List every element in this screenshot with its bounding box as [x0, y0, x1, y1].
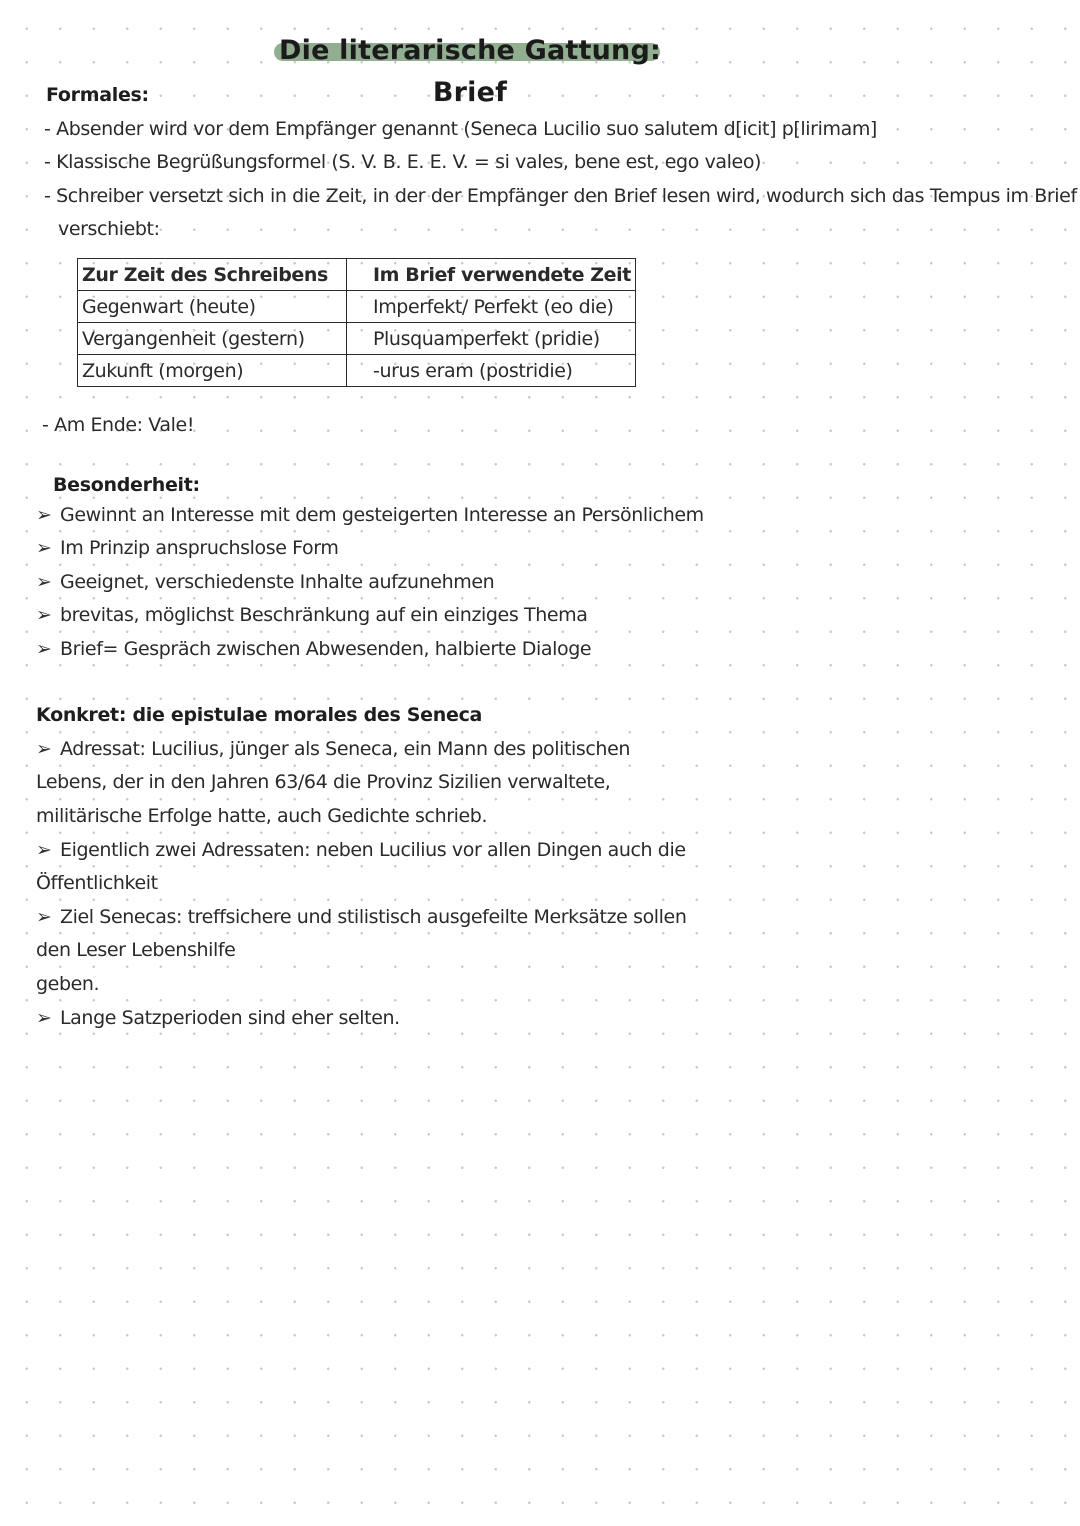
konkret-line: ➢ Ziel Senecas: treffsichere und stilistisch ausgefeilte Merksätze sollen: [36, 906, 687, 928]
table-header: Im Brief verwendete Zeit: [347, 259, 636, 291]
konkret-line: ➢ Eigentlich zwei Adressaten: neben Lucilius vor allen Dingen auch die: [36, 839, 686, 861]
table-header-row: [78, 259, 636, 291]
formales-heading: Formales:: [46, 84, 149, 106]
arrow-bullet-icon: ➢: [36, 537, 52, 559]
list-item-text: Gewinnt an Interesse mit dem gesteigerten Interesse an Persönlichem: [60, 504, 704, 526]
list-item-text: Geeignet, verschiedenste Inhalte aufzunehmen: [60, 571, 495, 593]
table-header: Zur Zeit des Schreibens: [78, 259, 347, 291]
list-item: [36, 502, 704, 528]
list-item: [36, 602, 587, 628]
arrow-bullet-icon: ➢: [36, 504, 52, 526]
arrow-bullet-icon: ➢: [36, 738, 52, 760]
besonderheit-heading: Besonderheit:: [53, 474, 200, 496]
formales-line: - Klassische Begrüßungsformel (S. V. B. E. E. V. = si vales, bene est, ego valeo): [44, 151, 762, 173]
konkret-line: geben.: [36, 973, 100, 995]
konkret-line: ➢ Lange Satzperioden sind eher selten.: [36, 1007, 400, 1029]
page-title: [270, 30, 670, 108]
title-text: Die literarische Gattung: Brief: [279, 35, 661, 108]
table-cell: -urus eram (postridie): [347, 355, 636, 387]
tense-table: [77, 258, 636, 387]
konkret-heading: Konkret: die epistulae morales des Seneca: [36, 704, 483, 726]
konkret-line: ➢ Adressat: Lucilius, jünger als Seneca, ein Mann des politischen: [36, 738, 630, 760]
arrow-bullet-icon: ➢: [36, 604, 52, 626]
arrow-bullet-icon: ➢: [36, 638, 52, 660]
formales-line: - Absender wird vor dem Empfänger genannt (Seneca Lucilio suo salutem d[icit] p[lirimam]: [44, 118, 877, 140]
formales-line: verschiebt:: [58, 218, 160, 240]
arrow-bullet-icon: ➢: [36, 571, 52, 593]
list-item-text: Im Prinzip anspruchslose Form: [60, 537, 339, 559]
list-item-text: Brief= Gespräch zwischen Abwesenden, halbierte Dialoge: [60, 638, 592, 660]
table-cell: Plusquamperfekt (pridie): [347, 323, 636, 355]
list-item: [36, 535, 338, 561]
konkret-line: den Leser Lebenshilfe: [36, 939, 236, 961]
list-item: [36, 569, 494, 595]
table-row: [78, 355, 636, 387]
arrow-bullet-icon: ➢: [36, 1007, 52, 1029]
formales-line: - Schreiber versetzt sich in die Zeit, in der der Empfänger den Brief lesen wird, wodurch sich das Tempus im Brief: [44, 185, 1077, 207]
list-item: [36, 636, 591, 662]
am-ende-line: - Am Ende: Vale!: [42, 414, 195, 436]
table-cell: Zukunft (morgen): [78, 355, 347, 387]
table-row: [78, 323, 636, 355]
konkret-line: Öffentlichkeit: [36, 872, 158, 894]
list-item-text: brevitas, möglichst Beschränkung auf ein einziges Thema: [60, 604, 588, 626]
konkret-line: Lebens, der in den Jahren 63/64 die Provinz Sizilien verwaltete,: [36, 771, 611, 793]
table-cell: Imperfekt/ Perfekt (eo die): [347, 291, 636, 323]
table-cell: Vergangenheit (gestern): [78, 323, 347, 355]
table-cell: Gegenwart (heute): [78, 291, 347, 323]
arrow-bullet-icon: ➢: [36, 839, 52, 861]
arrow-bullet-icon: ➢: [36, 906, 52, 928]
table-row: [78, 291, 636, 323]
konkret-line: militärische Erfolge hatte, auch Gedichte schrieb.: [36, 805, 488, 827]
